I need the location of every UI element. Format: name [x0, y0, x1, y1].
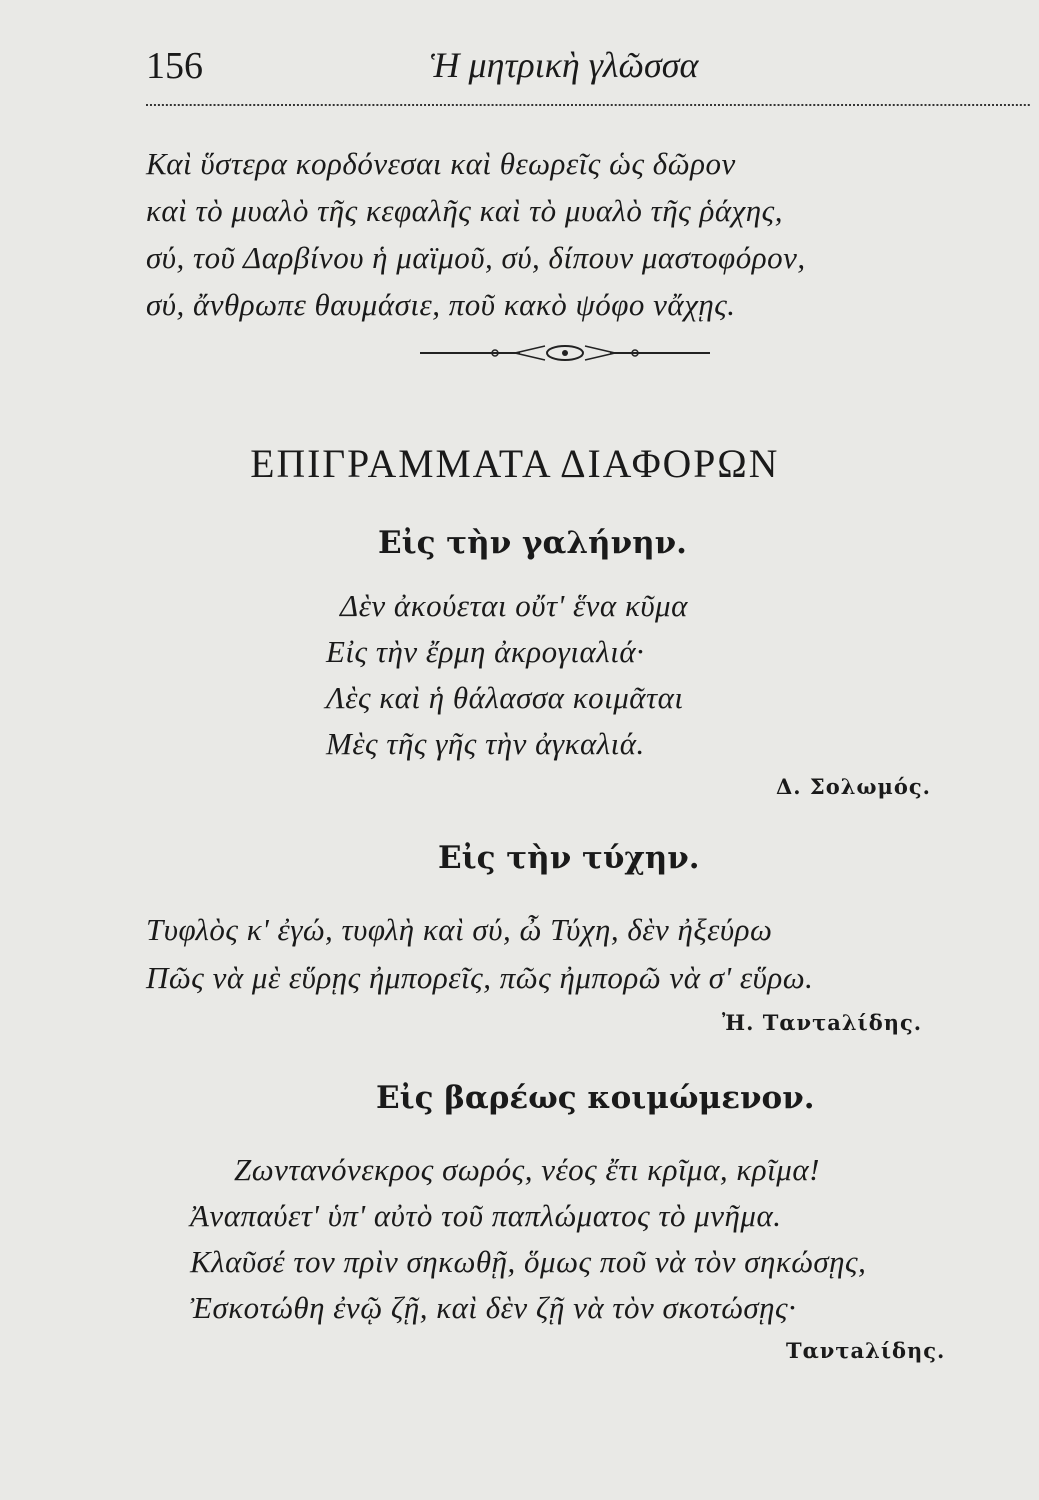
page-number: 156 [146, 45, 203, 87]
epigram-title: Εἰς τὴν τύχην. [438, 840, 700, 876]
intro-poem-line: Καὶ ὕστερα κορδόνεσαι καὶ θεωρεῖς ὡς δῶρον [146, 146, 736, 181]
epigram-title: Εἰς τὴν γαλήνην. [378, 525, 687, 561]
epigram-author: Ταντaλίδης. [786, 1338, 946, 1363]
epigram-line: Πῶς νὰ μὲ εὕρῃς ἠμπορεῖς, πῶς ἠμπορῶ νὰ σ' εὕρω. [146, 960, 814, 995]
intro-poem-line: σύ, ἄνθρωπε θαυμάσιε, ποῦ κακὸ ψόφο νἄχῃς. [146, 287, 736, 322]
epigram-line: Ζωντανόνεκρος σωρός, νέος ἔτι κρῖμα, κρῖμα! [234, 1152, 820, 1187]
running-title: Ἡ μητρικὴ γλῶσσα [430, 45, 699, 85]
epigram-line: Μὲς τῆς γῆς τὴν ἀγκαλιά. [326, 726, 645, 761]
epigram-line: Ἀναπαύετ' ὑπ' αὐτὸ τοῦ παπλώματος τὸ μνῆμα. [190, 1198, 782, 1233]
intro-poem-line: σύ, τοῦ Δαρβίνου ἡ μαϊμοῦ, σύ, δίπουν μαστοφόρον, [146, 240, 806, 275]
epigram-author: Δ. Σολωμός. [776, 774, 931, 799]
epigram-line: Εἰς τὴν ἔρμη ἀκρογιαλιά· [326, 634, 645, 669]
intro-poem-line: καὶ τὸ μυαλὸ τῆς κεφαλῆς καὶ τὸ μυαλὸ τῆς ῥάχης, [146, 193, 783, 228]
epigram-line: Λὲς καὶ ἡ θάλασσα κοιμᾶται [326, 680, 684, 715]
epigram-line: Τυφλὸς κ' ἐγώ, τυφλὴ καὶ σύ, ὦ Τύχη, δὲν ἠξεύρω [146, 912, 773, 947]
header-rule [146, 104, 1030, 106]
epigram-author: Ἠ. Ταντaλίδης. [722, 1010, 923, 1035]
ornament-divider [420, 338, 710, 368]
epigram-title: Εἰς βαρέως κοιμώμενον. [376, 1080, 815, 1116]
section-title: ΕΠΙΓΡΑΜΜΑΤΑ ΔΙΑΦΟΡΩΝ [250, 441, 780, 486]
epigram-line: Ἐσκοτώθη ἐνῷ ζῇ, καὶ δὲν ζῇ νὰ τὸν σκοτώσῃς· [190, 1290, 797, 1325]
epigram-line: Δὲν ἀκούεται οὔτ' ἕνα κῦμα [340, 588, 688, 623]
epigram-line: Κλαῦσέ τον πρὶν σηκωθῇ, ὅμως ποῦ νὰ τὸν σηκώσῃς, [190, 1244, 867, 1279]
